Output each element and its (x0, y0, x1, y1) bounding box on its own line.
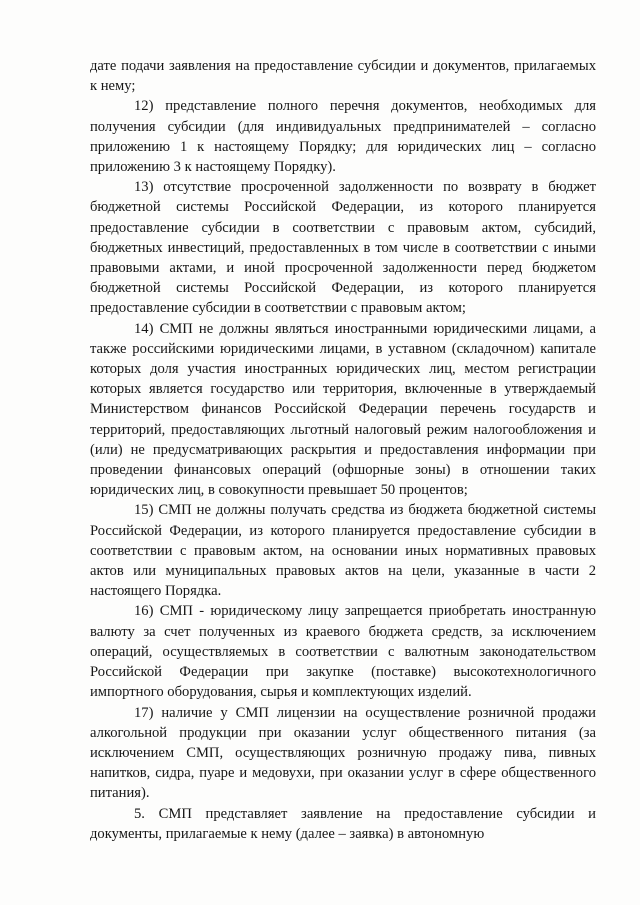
paragraph-item-12: 12) представление полного перечня документов, необходимых для получения субсидии (для индивидуальных предпринимателей – согласно приложению 1 к настоящему Порядку; для юридических лиц – согласно приложению 3 к настоящему Порядку). (90, 98, 596, 176)
paragraph-item-15: 15) СМП не должны получать средства из бюджета бюджетной системы Российской Федерации, из которого планируется предоставление субсидии в соответствии с правовым актом, на основании иных нормативных правовых актов или муниципальных правовых актов на цели, указанные в части 2 настоящего Порядка. (90, 502, 596, 600)
paragraph-item-16: 16) СМП - юридическому лицу запрещается приобретать иностранную валюту за счет полученных из краевого бюджета средств, за исключением операций, осуществляемых в соответствии с валютным законодательством Российской Федерации при закупке (поставке) высокотехнологичного импортного оборудования, сырья и комплектующих изделий. (90, 603, 596, 701)
paragraph-continuation: дате подачи заявления на предоставление субсидии и документов, прилагаемых к нему; (90, 58, 596, 95)
paragraph-section-5: 5. СМП представляет заявление на предоставление субсидии и документы, прилагаемые к нему (далее – заявка) в автономную (90, 805, 596, 842)
paragraph-item-13: 13) отсутствие просроченной задолженности по возврату в бюджет бюджетной системы Российской Федерации, из которого планируется предоставление субсидии в соответствии с правовым актом, субсидий, бюджетных инвестиций, предоставленных в том числе в соответствии с иными правовыми актами, и иной просроченной задолженности перед бюджетом бюджетной системы Российской Федерации, из которого планируется предоставление субсидии в соответствии с правовым актом; (90, 179, 596, 317)
paragraph-item-14: 14) СМП не должны являться иностранными юридическими лицами, а также российскими юридическими лицами, в уставном (складочном) капитале которых доля участия иностранных юридических лиц, местом регистрации которых является государство или территория, включенные в утверждаемый Министерством финансов Российской Федерации перечень государств и территорий, предоставляющих льготный налоговый режим налогообложения и (или) не предусматривающих раскрытия и предоставления информации при проведении финансовых операций (офшорные зоны) в отношении таких юридических лиц, в совокупности превышает 50 процентов; (90, 320, 596, 499)
document-body (90, 56, 596, 844)
paragraph-item-17: 17) наличие у СМП лицензии на осуществление розничной продажи алкогольной продукции при оказании услуг общественного питания (за исключением СМП, осуществляющих розничную продажу пива, пивных напитков, сидра, пуаре и медовухи, при оказании услуг в сфере общественного питания). (90, 704, 596, 802)
